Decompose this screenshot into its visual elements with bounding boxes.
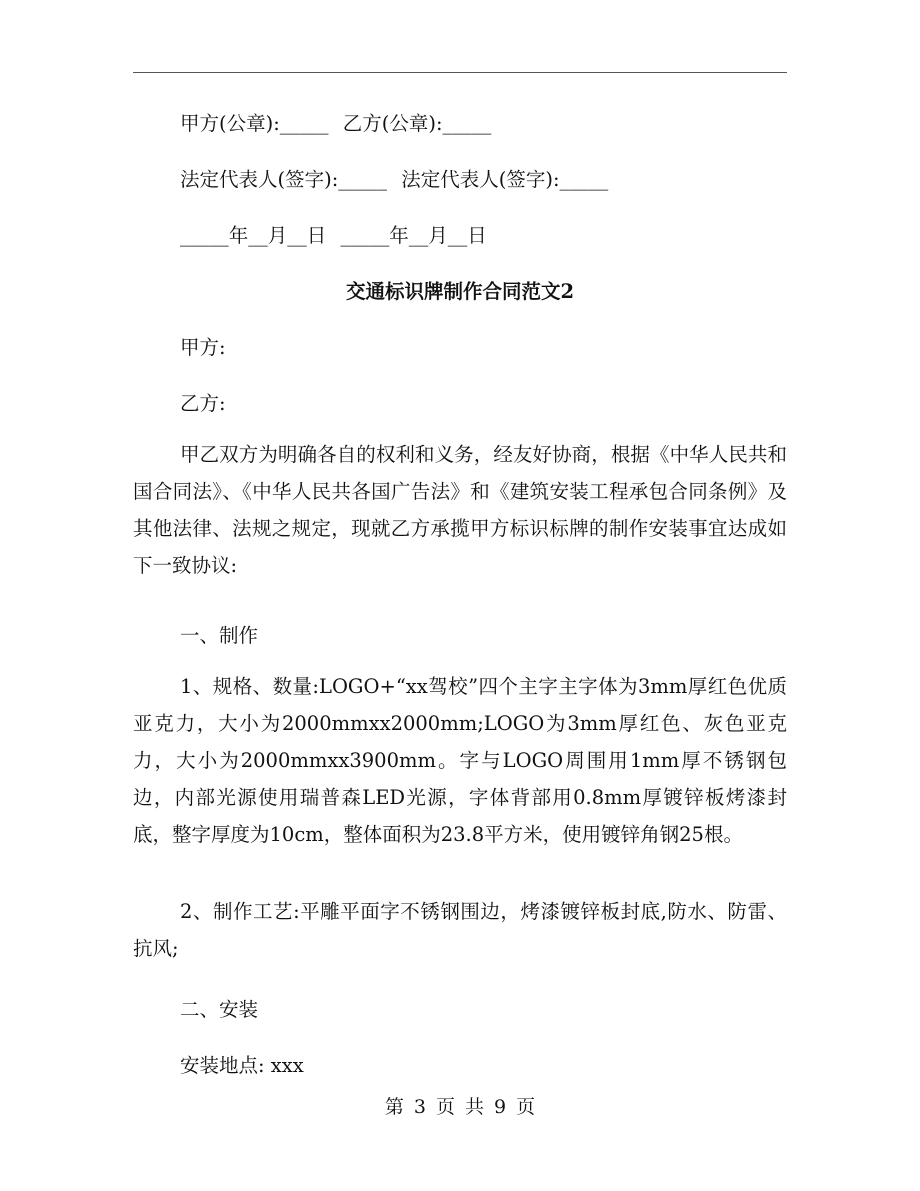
section-1-heading: 一、制作 [180, 624, 259, 647]
header-rule [133, 72, 787, 73]
party-a-label: 甲方: [180, 336, 226, 359]
party-b-seal: 乙方(公章):_____ [342, 112, 492, 135]
section-2-heading: 二、安装 [180, 998, 259, 1021]
date-line [180, 224, 487, 248]
party-a-seal: 甲方(公章):_____ [180, 112, 329, 135]
rep-a-signature: 法定代表人(签字):_____ [180, 168, 388, 191]
date-a: _____年__月__日 [180, 224, 327, 247]
seal-line [180, 112, 491, 136]
rep-b-signature: 法定代表人(签字):_____ [401, 168, 609, 191]
representative-line [180, 168, 608, 192]
item-2-paragraph: 2、制作工艺:平雕平面字不锈钢围边，烤漆镀锌板封底,防水、防雷、抗风; [133, 900, 787, 960]
page-indicator: 第 3 页 共 9 页 [384, 1096, 536, 1118]
contract-title: 交通标识牌制作合同范文2 [345, 280, 575, 303]
item-1-paragraph: 1、规格、数量:LOGO+“xx驾校”四个主字主字体为3mm厚红色优质亚克力，大小为2000mmxx2000mm;LOGO为3mm厚红色、灰色亚克力，大小为2000mmxx3900mm。字与LOGO周围用1mm厚不锈钢包边，内部光源使用瑞普森LED光源，字体背部用0.8mm厚镀锌板烤漆封底，整字厚度为10cm，整体面积为23.8平方米，使用镀锌角钢25根。 [133, 675, 787, 846]
date-b: _____年__月__日 [340, 224, 487, 247]
install-location: 安装地点: xxx [180, 1054, 304, 1077]
party-b-label: 乙方: [180, 392, 226, 415]
intro-paragraph: 甲乙双方为明确各自的权利和义务，经友好协商，根据《中华人民共和国合同法》、《中华人民共各国广告法》和《建筑安装工程承包合同条例》及其他法律、法规之规定，现就乙方承揽甲方标识标牌的制作安装事宜达成如下一致协议: [133, 443, 787, 577]
